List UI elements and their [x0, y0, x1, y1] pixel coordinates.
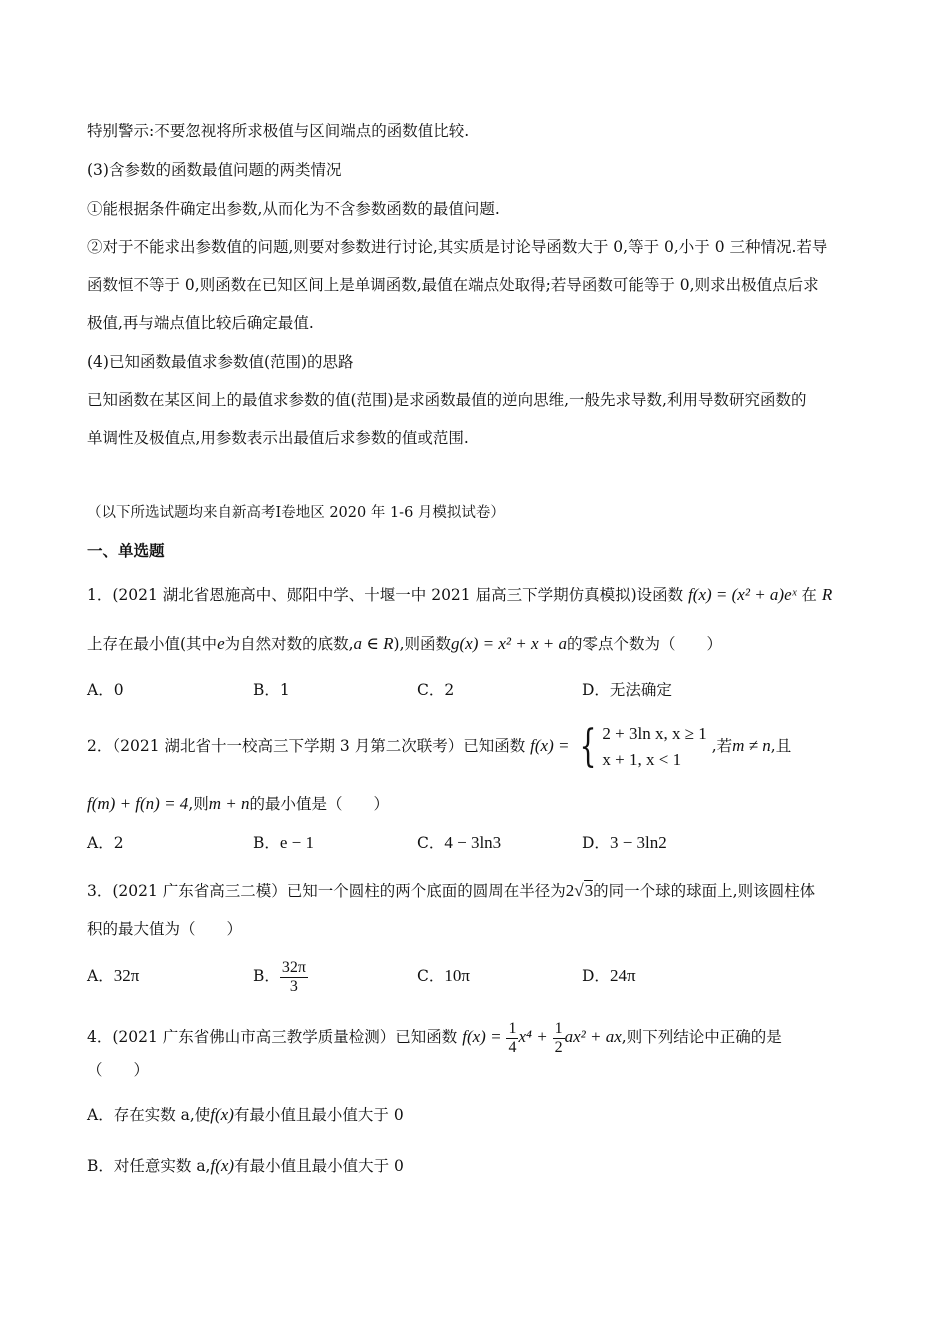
q3-line-1 — [87, 880, 815, 901]
q2-option-d[interactable] — [582, 833, 667, 853]
q3-option-d-value: 24π — [609, 966, 636, 985]
paragraph-1: ①能根据条件确定出参数,从而化为不含参数函数的最值问题. — [87, 200, 500, 218]
q2-option-b-value: e − 1 — [279, 833, 315, 852]
q4-option-a-text: A．存在实数 a,使 — [87, 1106, 211, 1124]
q4-frac-1-num: 1 — [508, 1019, 517, 1037]
q3-option-b-fraction — [280, 959, 308, 996]
q3-stem-tail: 的同一个球的球面上,则该圆柱体 — [593, 882, 816, 900]
q1-option-d[interactable]: D．无法确定 — [582, 681, 672, 699]
section-title: 一、单选题 — [87, 541, 165, 560]
q2-option-b-label: B． — [253, 834, 280, 852]
paragraph-2-line-2: 函数恒不等于 0,则函数在已知区间上是单调函数,最值在端点处取得;若导函数可能等于 0,则求出极值点后求 — [87, 276, 819, 294]
q4-option-a-f: f(x) — [210, 1105, 234, 1124]
q3-option-a[interactable] — [87, 966, 139, 986]
q2-text-then: ,则 — [188, 795, 209, 813]
q2-stem: 2．（2021 湖北省十一校高三下学期 3 月第二次联考）已知函数 — [87, 737, 526, 755]
q2-text-tail: 的最小值是（ ） — [249, 795, 390, 813]
q3-option-c-value: 10π — [444, 966, 470, 985]
q4-option-b-text: B．对任意实数 a, — [87, 1157, 211, 1175]
left-brace-icon: { — [579, 721, 597, 772]
warning-text: 特别警示:不要忽视将所求极值与区间端点的函数值比较. — [87, 122, 470, 140]
q2-condition: f(m) + f(n) = 4 — [87, 794, 189, 813]
q3-radius-root: 3 — [584, 881, 594, 900]
q2-option-b[interactable] — [253, 833, 314, 853]
q1-g-expression: g(x) = x² + x + a — [451, 634, 567, 653]
q4-option-b-tail: 有最小值且最小值大于 0 — [234, 1157, 404, 1175]
q4-line-2: （ ） — [87, 1061, 150, 1079]
q4-option-a[interactable] — [87, 1105, 404, 1125]
q2-m-plus-n: m + n — [208, 794, 250, 813]
q3-option-d[interactable] — [582, 966, 636, 986]
q4-line-1 — [87, 1015, 782, 1059]
q2-option-a[interactable]: A．2 — [87, 834, 124, 852]
q4-frac-2-den: 2 — [554, 1038, 563, 1056]
q2-text-mid: ,若 — [711, 737, 733, 755]
q2-option-c-value: 4 − 3ln3 — [444, 833, 502, 852]
q1-stem-tail: 在 — [801, 586, 817, 604]
q2-option-c[interactable] — [417, 833, 501, 853]
q4-frac-2-num: 1 — [554, 1019, 563, 1037]
q2-f-lhs: f(x) = — [530, 736, 570, 755]
paragraph-3-line-2: 单调性及极值点,用参数表示出最值后求参数的值或范围. — [87, 429, 469, 447]
q3-radius-coef: 2 — [565, 881, 575, 900]
q4-frac-1-den: 4 — [508, 1038, 517, 1056]
q1-e: e — [217, 634, 225, 653]
q2-case-2: x + 1, x < 1 — [602, 750, 682, 769]
q3-option-b-den: 3 — [289, 977, 298, 995]
q3-stem: 3．(2021 广东省高三二模）已知一个圆柱的两个底面的圆周在半径为 — [87, 882, 566, 900]
q2-line-1 — [87, 720, 791, 772]
q3-option-b-num: 32π — [281, 958, 306, 976]
heading-3: (3)含参数的函数最值问题的两类情况 — [87, 161, 342, 179]
q4-term-1: x⁴ + — [518, 1027, 548, 1046]
q3-option-b-label: B． — [253, 967, 280, 985]
q3-option-a-label: A． — [87, 967, 114, 985]
q4-stem-tail: ,则下列结论中正确的是 — [621, 1028, 782, 1046]
source-note: （以下所选试题均来自新高考Ⅰ卷地区 2020 年 1-6 月模拟试卷） — [87, 505, 505, 521]
q4-option-b-f: f(x) — [210, 1156, 235, 1175]
q2-m-ne-n: m ≠ n — [732, 736, 771, 755]
q1-text-c: ),则函数 — [393, 635, 451, 653]
q1-R: R — [821, 585, 833, 604]
q3-line-2: 积的最大值为（ ） — [87, 920, 243, 938]
q2-option-d-label: D． — [582, 834, 610, 852]
q2-case-1: 2 + 3ln x, x ≥ 1 — [602, 724, 707, 743]
q1-text-b: 为自然对数的底数, — [224, 635, 354, 653]
q3-option-d-label: D． — [582, 967, 610, 985]
q1-option-c[interactable]: C．2 — [417, 681, 455, 699]
q1-text-a: 上存在最小值(其中 — [87, 635, 218, 653]
q1-option-a[interactable]: A．0 — [87, 681, 124, 699]
q2-option-d-value: 3 − 3ln2 — [609, 833, 667, 852]
q4-stem: 4．(2021 广东省佛山市高三教学质量检测）已知函数 — [87, 1028, 458, 1046]
q3-option-c-label: C． — [417, 967, 445, 985]
q4-frac-2 — [553, 1020, 565, 1057]
q2-text-post: ,且 — [770, 737, 792, 755]
q4-f-lhs: f(x) = — [462, 1027, 502, 1046]
q1-line-1 — [87, 585, 832, 605]
q3-radius — [566, 881, 593, 900]
q1-line-2 — [87, 634, 722, 654]
q4-option-a-tail: 有最小值且最小值大于 0 — [233, 1106, 404, 1124]
q1-stem: 1．(2021 湖北省恩施高中、郧阳中学、十堰一中 2021 届高三下学期仿真模拟)设函数 — [87, 586, 684, 604]
q2-cases — [602, 721, 706, 773]
q4-option-b[interactable] — [87, 1156, 404, 1176]
q1-option-b[interactable]: B．1 — [253, 681, 290, 699]
heading-4: (4)已知函数最值求参数值(范围)的思路 — [87, 353, 354, 371]
paragraph-2-line-1: ②对于不能求出参数值的问题,则要对参数进行讨论,其实质是讨论导函数大于 0,等于 0,小于 0 三种情况.若导 — [87, 238, 828, 256]
q1-a-in-R: a ∈ R — [353, 634, 394, 653]
q3-option-b[interactable] — [253, 955, 308, 997]
q1-text-d: 的零点个数为（ ） — [566, 635, 722, 653]
q4-frac-1 — [506, 1020, 518, 1057]
q4-term-2: ax² + ax — [564, 1027, 622, 1046]
paragraph-2-line-3: 极值,再与端点值比较后确定最值. — [87, 314, 314, 332]
q3-option-c[interactable] — [417, 966, 470, 986]
q2-line-2 — [87, 794, 389, 814]
q3-option-a-value: 32π — [113, 966, 140, 985]
q1-f-expression: f(x) = (x² + a)eˣ — [688, 585, 797, 604]
sqrt-icon: √ — [574, 881, 584, 900]
paragraph-3-line-1: 已知函数在某区间上的最值求参数的值(范围)是求函数最值的逆向思维,一般先求导数,利用导数研究函数的 — [87, 391, 807, 409]
q2-option-c-label: C． — [417, 834, 445, 852]
